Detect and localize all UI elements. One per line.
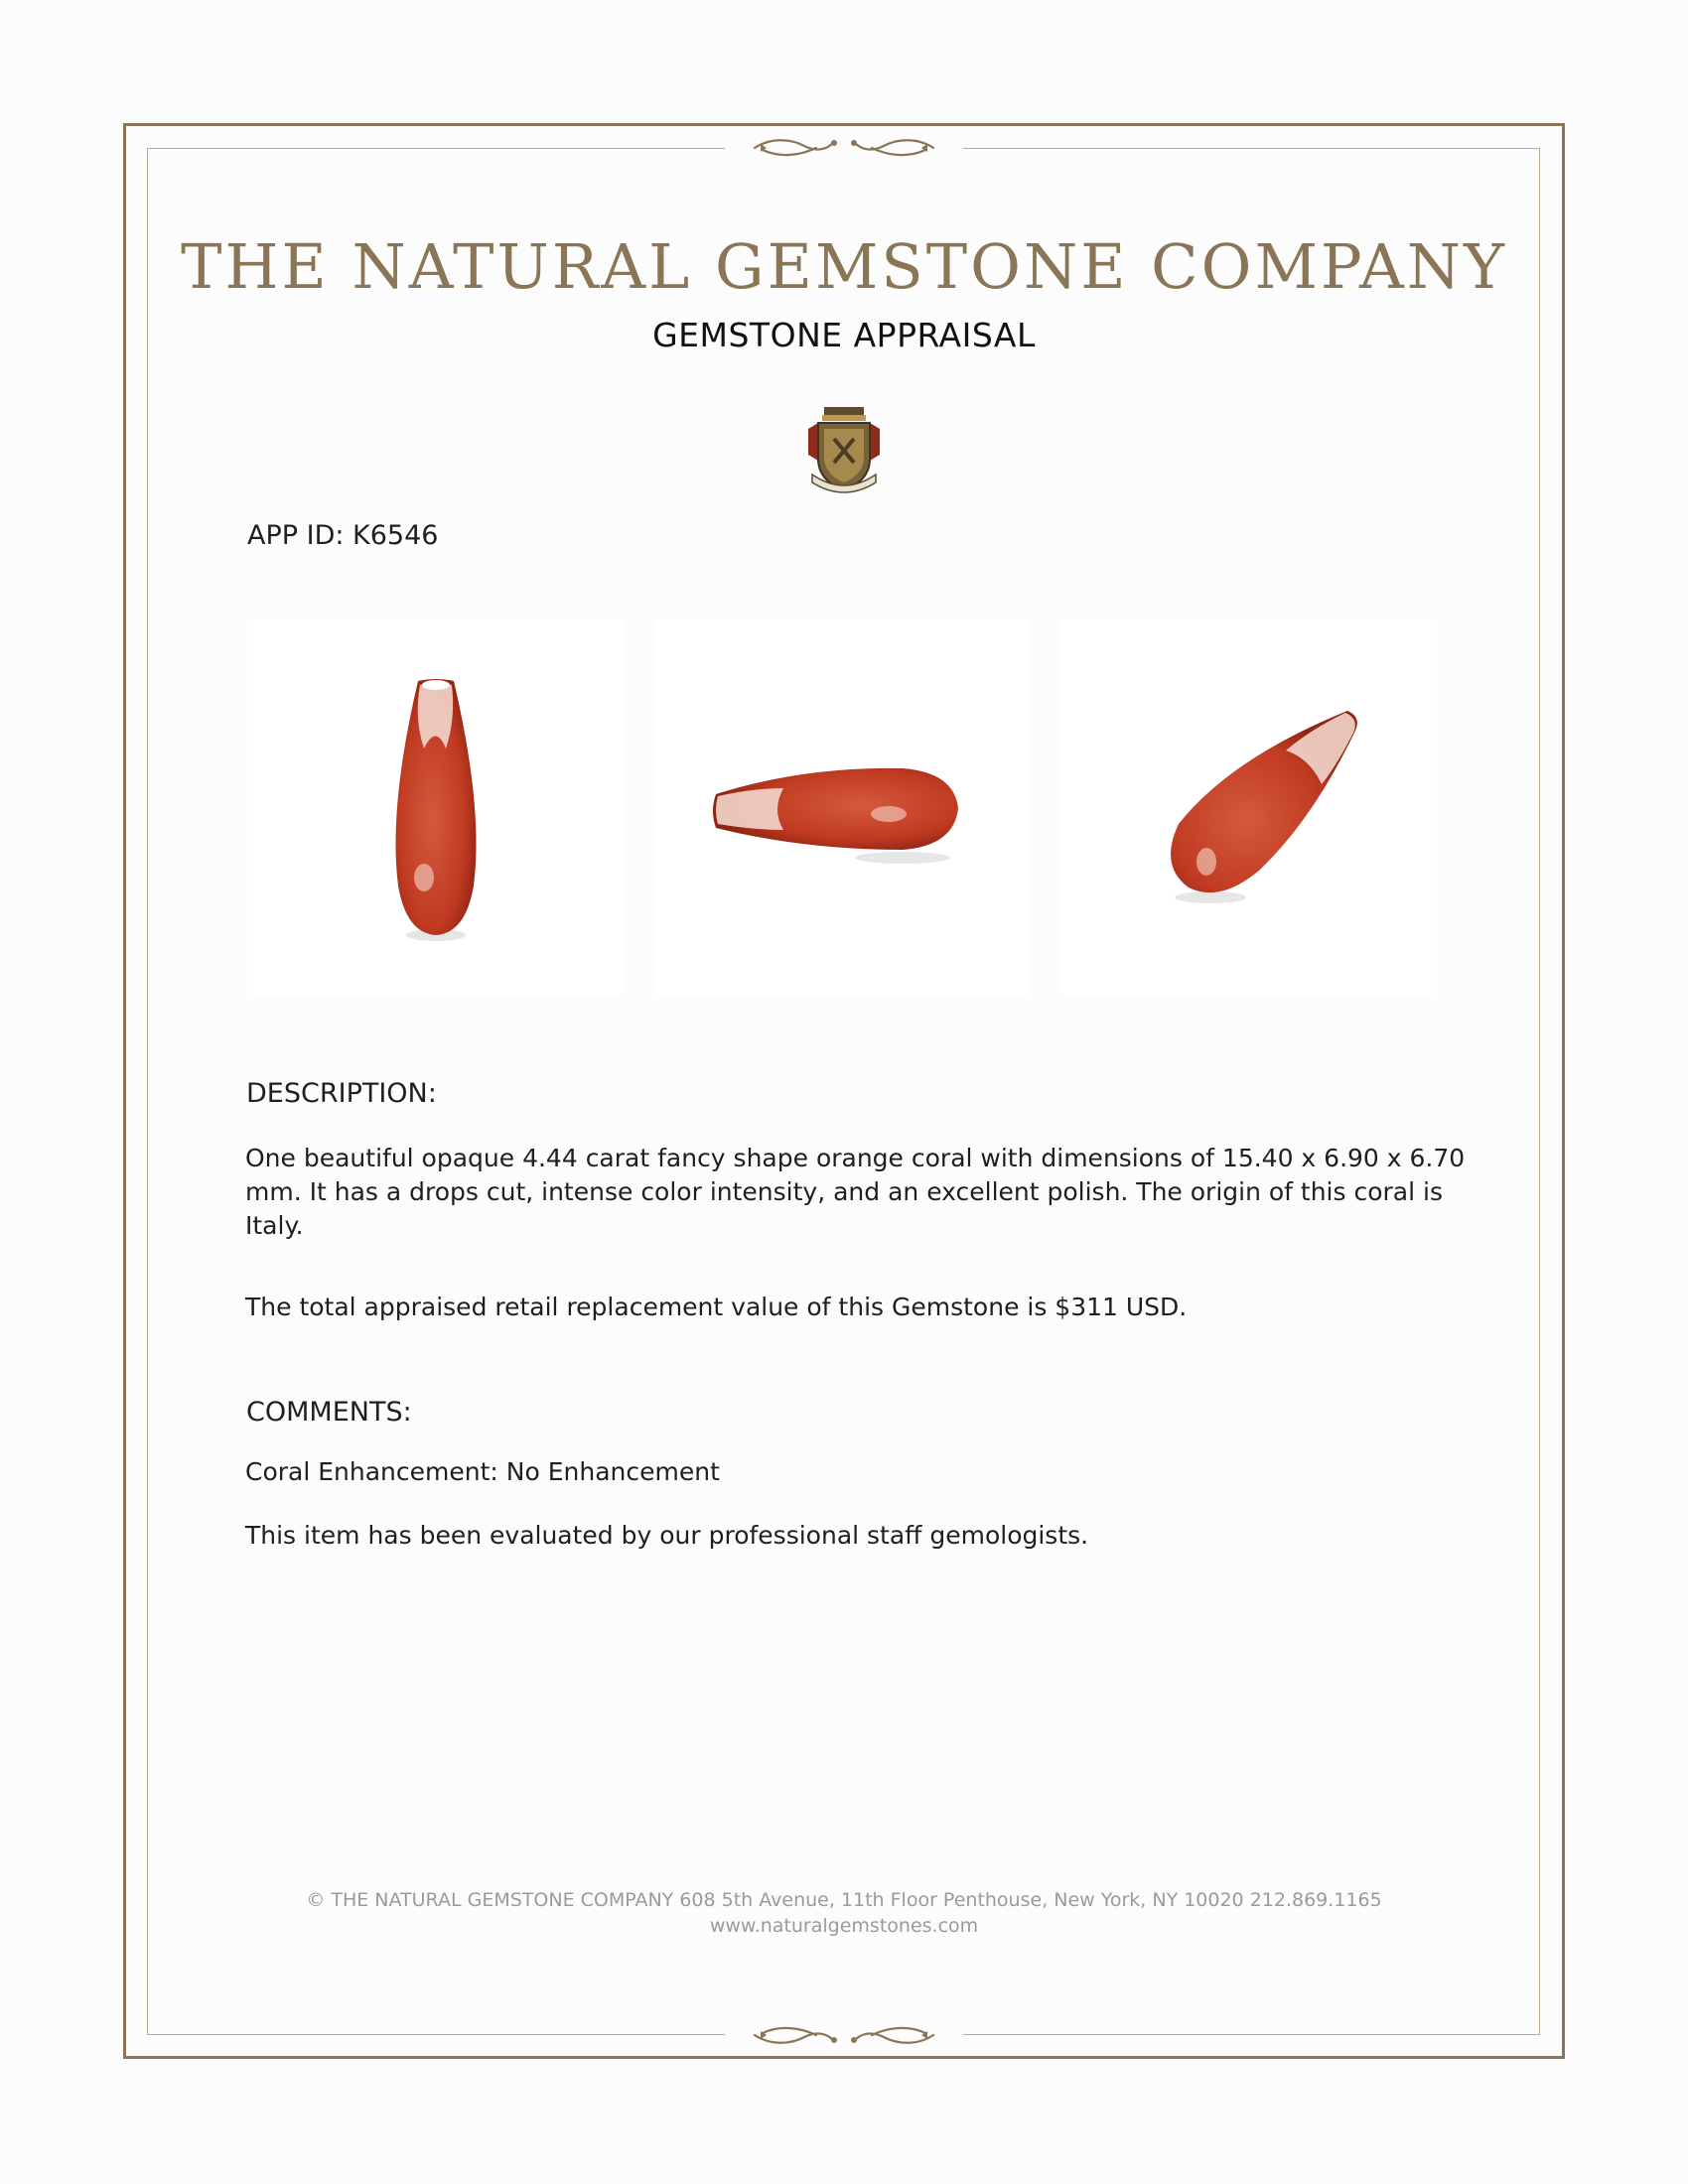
footer-website: www.naturalgemstones.com <box>709 1915 979 1937</box>
description-text: One beautiful opaque 4.44 carat fancy shape orange coral with dimensions of 15.40 x 6.90 x 6.70 mm. It has a drops cut, intense color intensity, and an excellent polish. The origin of this coral is Italy. <box>245 1144 1466 1240</box>
bottom-flourish-ornament <box>725 2017 963 2053</box>
coral-drop-horizontal-photo <box>654 619 1030 995</box>
footer-address: © THE NATURAL GEMSTONE COMPANY 608 5th Avenue, 11th Floor Penthouse, New York, NY 10020 212.869.1165 <box>306 1889 1382 1911</box>
document-title: GEMSTONE APPRAISAL <box>652 316 1036 354</box>
company-name: THE NATURAL GEMSTONE COMPANY <box>181 230 1507 303</box>
coral-drop-vertical-photo <box>247 619 623 995</box>
app-id: APP ID: K6546 <box>247 520 439 551</box>
top-flourish-ornament <box>725 130 963 166</box>
appraised-value-statement: The total appraised retail replacement value of this Gemstone is $311 USD. <box>245 1293 1188 1321</box>
comments-heading: COMMENTS: <box>246 1397 412 1428</box>
coral-drop-angled-photo <box>1061 619 1437 995</box>
description-heading: DESCRIPTION: <box>246 1078 437 1109</box>
heraldic-crest-logo <box>794 401 894 500</box>
evaluation-comment: This item has been evaluated by our professional staff gemologists. <box>245 1521 1089 1550</box>
enhancement-comment: Coral Enhancement: No Enhancement <box>245 1457 720 1486</box>
